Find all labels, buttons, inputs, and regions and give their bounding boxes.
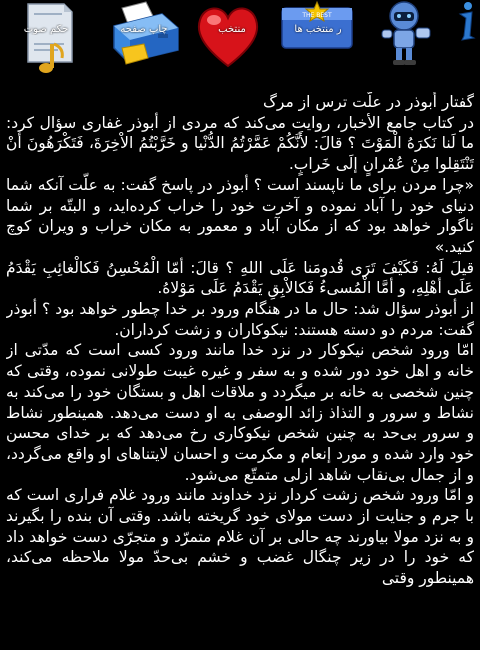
article-paragraph: امّا ورود شخص نیکوکار در نزد خدا مانند ورود کسی است که مدّتی از خانه و اهل خود دور شده و به سفر و غیره غیبت طولانی نموده، وقتی که چنین شخصی به خانه بر میگردد و ملاقات اهل و بستگان خود را می‌کند به نشاط و سرور و التذاذ زائد الوصفی به او دست می‌دهد. همینطور نشاط و سرور بی‌حد به چنین شخص نیکوکاری رخ می‌دهد که بر خدای محسن خود وارد شده و مورد إنعام و مکرمت و احسان لایتناهای او واقع می‌گردد، و از جمال بی‌نقاب شاهد ازلی متمتّع می‌شود. xyxy=(6,341,474,484)
article-paragraph: قیلَ لَهُ: فَکَیْفَ تَرَی قُدومَنا عَلَی اللهِ ؟ قالَ: أمّا الْمُحْسِنُ فَکالْغائِبِ یَقْدَمُ عَلَی أهْلِهِ، و أمَّا الْمُسیءُ فَکالاْبِقِ یَقْدَمُ عَلَی مَوْلاهُ. xyxy=(6,258,474,298)
info-button[interactable] xyxy=(448,0,480,44)
article-paragraph: و امّا ورود شخص زشت کردار نزد خداوند مانند ورود غلام فراری است که با جرم و جنایت از دست مولای خود گریخته باشد. وقتی آن بنده را بگیرند و به نزد مولا بیاورند چه حالی بر آن غلام متمرّد و متجرّی دست خواهد داد که خود را در زیر چنگال غضب و خشم بی‌حدّ مولا ملاحظه می‌کند، همینطور وقتی xyxy=(6,486,474,588)
audio-button[interactable] xyxy=(6,0,86,84)
article-title: گفتار أبوذر در علّت ترس از مرگ xyxy=(263,93,474,111)
printer-icon xyxy=(104,0,184,84)
article-content xyxy=(6,92,474,650)
article-paragraph: در کتاب جامع الأخبار، روایت می‌کند که مردی از أبوذر غفاری سؤال کرد: ما لَنا نَکرَهُ الْمَوْتَ ؟ قالَ: لأَنَّکُمْ عَمَّرْتُمُ الدُّنْیا و خَرَّبْتُمُ الاْخِرَةَ، فَتَکْرَهُونَ أنْ تَنْتَقِلوا مِنْ عُمْرانٍ إلَی خَرابٍ. xyxy=(6,113,474,174)
info-icon xyxy=(448,0,480,44)
toolbar xyxy=(0,0,480,88)
audio-button-label: حکم صوت xyxy=(23,24,69,35)
article-paragraph: «چرا مردن برای ما ناپسند است ؟ أبوذر در پاسخ گفت: به علّت آنکه شما دنیای خود را آباد نموده و آخرت خود را خراب کرده‌اید، و البتّه بر شما ناگوار خواهد بود که از مکان آباد و معمور به مکان خراب و ویران کوچ کنید.» xyxy=(6,175,474,256)
article-paragraph: از أبوذر سؤال شد: حال ما در هنگام ورود بر خدا چطور خواهد بود ؟ أبوذر گفت: مردم دو دسته هستند: نیکوکاران و زشت کرداران. xyxy=(6,300,474,339)
robot-support-icon xyxy=(368,0,448,84)
favorite-button[interactable] xyxy=(192,0,272,84)
best-badge-icon xyxy=(278,0,358,84)
music-document-icon xyxy=(6,0,86,84)
heart-icon xyxy=(192,0,272,84)
best-button[interactable] xyxy=(278,0,358,84)
support-button[interactable] xyxy=(368,0,448,84)
best-button-label: ر منتخب ها xyxy=(294,24,342,35)
favorite-button-label: منتخب xyxy=(218,24,246,35)
print-button-label: چاپ صفحه xyxy=(120,24,168,35)
best-badge-text: THE BEST xyxy=(302,12,332,19)
print-button[interactable] xyxy=(104,0,184,84)
